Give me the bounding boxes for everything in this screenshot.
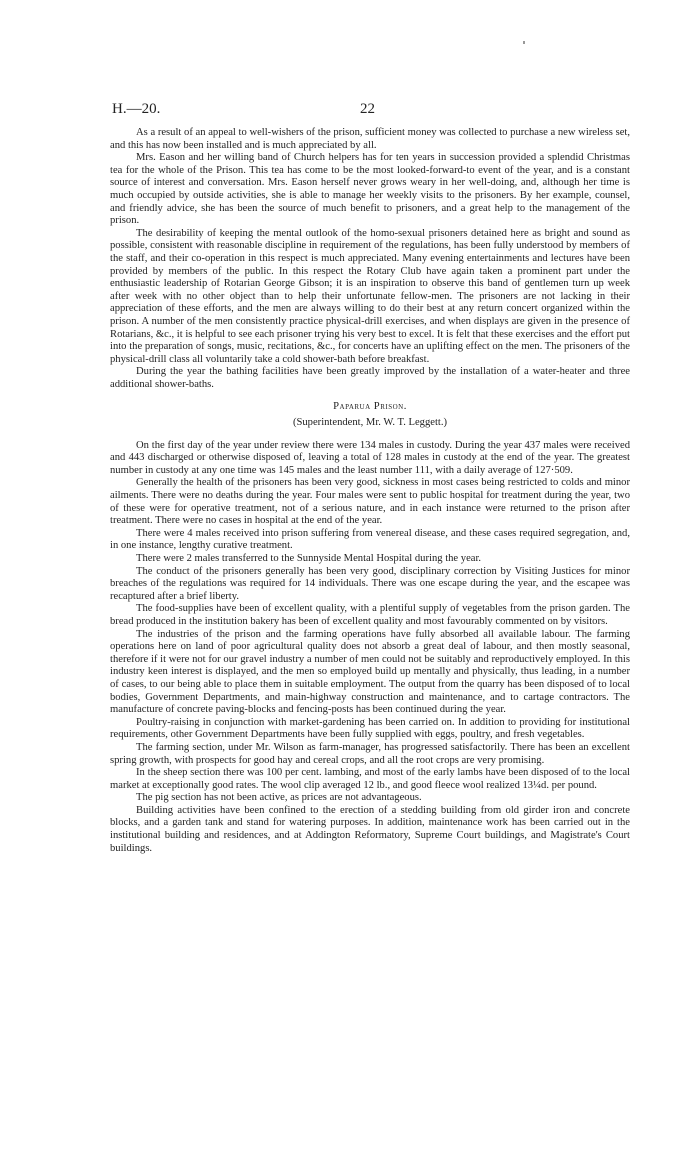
paragraph-custody: On the first day of the year under review there were 134 males in custody. During the year 437 males were received and 443 discharged or otherwise disposed of, leaving a total of 128 males in custody at the end of the year. The greatest number in custody at any one time was 145 males and the least number 111, with a daily average of 127·509. xyxy=(110,439,630,476)
paragraph-conduct: The conduct of the prisoners generally has been very good, disciplinary correction by Visiting Justices for minor breaches of the regulations was required for 14 individuals. There was one escape during the year, and the escapee was recaptured after a brief liberty. xyxy=(110,565,630,602)
paragraph-food: The food-supplies have been of excellent quality, with a plentiful supply of vegetables from the prison garden. The bread produced in the institution bakery has been of excellent quality and most favourably commented on by visitors. xyxy=(110,603,630,627)
document-reference: H.—20. xyxy=(112,101,161,117)
paragraph-christmas-tea: Mrs. Eason and her willing band of Church helpers has for ten years in succession provided a splendid Christmas tea for the whole of the Prison. This tea has come to be the most looked-forward-to event of the year, and is a constant source of interest and conversation. Mrs. Eason herself never grows weary in her well-doing, and, although her time is much occupied by outside activities, she is able to manage her weekly visits to the prisoners. By her example, counsel, and friendly advice, she has been the source of much benefit to prisoners, and a great help to the management of the prison. xyxy=(110,152,630,227)
paragraph-transfers: There were 2 males transferred to the Sunnyside Mental Hospital during the year. xyxy=(136,553,482,564)
paragraph-building: Building activities have been confined to the erection of a stedding building from old girder iron and concrete blocks, and a garden tank and stand for watering purposes. In addition, maintenance work has been carried out in the institutional building and residences, and at Addington Reformatory, Supreme Court buildings, and Magistrate's Court buildings. xyxy=(110,804,630,854)
page-number: 22 xyxy=(360,101,375,117)
section-subtitle: (Superintendent, Mr. W. T. Leggett.) xyxy=(292,417,448,429)
body-text xyxy=(110,127,630,855)
paragraph-wireless: As a result of an appeal to well-wishers of the prison, sufficient money was collected to purchase a new wireless set, and this has now been installed and is much appreciated by all. xyxy=(110,127,630,151)
section-title: Paparua Prison. xyxy=(333,401,407,413)
paragraph-farming: The farming section, under Mr. Wilson as farm-manager, has progressed satisfactorily. There has been an excellent spring growth, with prospects for good hay and cereal crops, and all the root crops are very promising. xyxy=(110,741,630,766)
scan-speck xyxy=(523,41,525,44)
paragraph-pigs: The pig section has not been active, as prices are not advantageous. xyxy=(136,792,422,804)
paragraph-bathing: During the year the bathing facilities have been greatly improved by the installation of a water-heater and three additional shower-baths. xyxy=(110,366,630,390)
paragraph-industries: The industries of the prison and the farming operations have fully absorbed all available labour. The farming operations here on land of poor agricultural quality does not absorb a great deal of labour, and then mostly seasonal, therefore if it were not for our gravel industry a number of men could not be suitably and reproductively employed. In this industry keen interest is displayed, and the men so employed build up mentally and physically, thus leading, in a number of cases, to our being able to place them in suitable employment. The output from the quarry has been disposed of to local bodies, Government Departments, and main-highway construction and maintenance, and to cartage contractors. The manufacture of concrete paving-blocks and fencing-posts has been continued during the year. xyxy=(110,628,630,716)
paragraph-venereal: There were 4 males received into prison suffering from venereal disease, and these cases required segregation, and, in one instance, lengthy curative treatment. xyxy=(110,527,630,552)
section-gap xyxy=(110,391,630,401)
paragraph-poultry: Poultry-raising in conjunction with market-gardening has been carried on. In addition to providing for institutional requirements, other Government Departments have been fully supplied with eggs, poultry, and fresh vegetables. xyxy=(110,716,630,741)
page-header xyxy=(112,101,589,121)
paragraph-sheep: In the sheep section there was 100 per cent. lambing, and most of the early lambs have been disposed of to the local market at exceptionally good rates. The wool clip averaged 12 lb., and good fleece wool realized 13¼d. per pound. xyxy=(110,767,630,791)
paragraph-health: Generally the health of the prisoners has been very good, sickness in most cases being restricted to colds and minor ailments. There were no deaths during the year. Four males were sent to public hospital for treatment during the year, two of these were for operative treatment, not of a serious nature, and in each instance were returned to the prison after treatment. There were no cases in hospital at the end of the year. xyxy=(110,477,630,527)
paragraph-mental-outlook: The desirability of keeping the mental outlook of the homo-sexual prisoners detained here as bright and sound as possible, consistent with reasonable discipline in requirement of the regulations, has been fully understood by members of the staff, and their co-operation in this respect is much appreciated. Many evening entertainments and lectures have been provided by members of the public. In this respect the Rotary Club have again taken a prominent part under the enthusiastic leadership of Rotarian George Gibson; it is an inspiration to observe this band of gentlemen turn up week after week with no other object than to help their unfortunate fellow-men. The prisoners are not lacking in their appreciation of these efforts, and the men are always willing to do their best at any return concert organized within the prison. A number of the men consistently practice physical-drill exercises, and when displays are given in the presence of Rotarians, &c., it is helpful to see each prisoner trying his very best to excel. It is felt that these exercises and the effort put into the preparation of songs, music, recitations, &c., for concerts have an uplifting effect on the men. The prisoners of the physical-drill class all voluntarily take a cold shower-bath before breakfast. xyxy=(110,227,630,365)
